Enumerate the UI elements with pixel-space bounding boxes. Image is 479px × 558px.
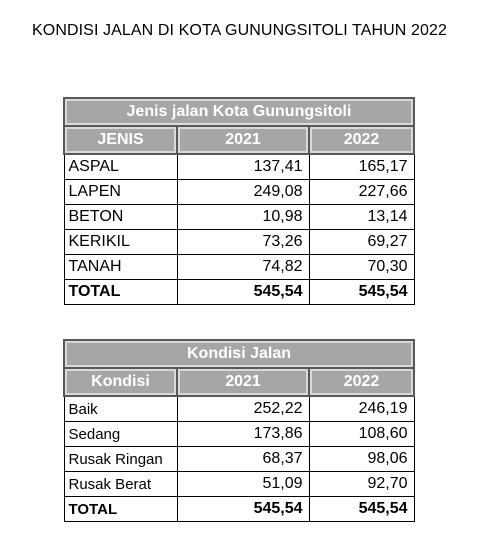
- value-2021: 249,08: [177, 180, 309, 205]
- table-banner-row: [64, 98, 414, 126]
- table-header-row: [64, 126, 414, 154]
- total-2021: 545,54: [177, 280, 309, 305]
- row-label: KERIKIL: [64, 230, 177, 255]
- table-banner: Kondisi Jalan: [64, 340, 414, 368]
- value-2021: 137,41: [177, 154, 309, 180]
- total-row: [64, 497, 414, 522]
- value-2022: 69,27: [309, 230, 414, 255]
- column-header-kondisi: Kondisi: [64, 368, 177, 396]
- row-label: ASPAL: [64, 154, 177, 180]
- column-header-2021: 2021: [177, 126, 309, 154]
- total-label: TOTAL: [64, 497, 177, 522]
- value-2022: 108,60: [309, 422, 414, 447]
- total-2022: 545,54: [309, 280, 414, 305]
- value-2022: 227,66: [309, 180, 414, 205]
- table-row: [64, 255, 414, 280]
- value-2021: 173,86: [177, 422, 309, 447]
- table-row: [64, 447, 414, 472]
- value-2021: 10,98: [177, 205, 309, 230]
- value-2021: 252,22: [177, 396, 309, 422]
- table-row: [64, 180, 414, 205]
- table-row: [64, 472, 414, 497]
- row-label: Sedang: [64, 422, 177, 447]
- row-label: LAPEN: [64, 180, 177, 205]
- row-label: BETON: [64, 205, 177, 230]
- row-label: TANAH: [64, 255, 177, 280]
- row-label: Rusak Ringan: [64, 447, 177, 472]
- value-2022: 70,30: [309, 255, 414, 280]
- row-label: Rusak Berat: [64, 472, 177, 497]
- road-type-table: [63, 97, 415, 305]
- value-2021: 68,37: [177, 447, 309, 472]
- column-header-2022: 2022: [309, 368, 414, 396]
- total-2021: 545,54: [177, 497, 309, 522]
- value-2022: 92,70: [309, 472, 414, 497]
- table-row: [64, 205, 414, 230]
- table-header-row: [64, 368, 414, 396]
- page-title: KONDISI JALAN DI KOTA GUNUNGSITOLI TAHUN 2022: [32, 22, 447, 39]
- table-row: [64, 230, 414, 255]
- total-label: TOTAL: [64, 280, 177, 305]
- value-2022: 98,06: [309, 447, 414, 472]
- total-2022: 545,54: [309, 497, 414, 522]
- table-banner: Jenis jalan Kota Gunungsitoli: [64, 98, 414, 126]
- column-header-jenis: JENIS: [64, 126, 177, 154]
- value-2022: 165,17: [309, 154, 414, 180]
- row-label: Baik: [64, 396, 177, 422]
- column-header-2021: 2021: [177, 368, 309, 396]
- total-row: [64, 280, 414, 305]
- table-row: [64, 422, 414, 447]
- table-row: [64, 154, 414, 180]
- column-header-2022: 2022: [309, 126, 414, 154]
- value-2021: 51,09: [177, 472, 309, 497]
- value-2022: 13,14: [309, 205, 414, 230]
- value-2021: 74,82: [177, 255, 309, 280]
- table-banner-row: [64, 340, 414, 368]
- value-2022: 246,19: [309, 396, 414, 422]
- value-2021: 73,26: [177, 230, 309, 255]
- table-row: [64, 396, 414, 422]
- road-condition-table: [63, 339, 415, 522]
